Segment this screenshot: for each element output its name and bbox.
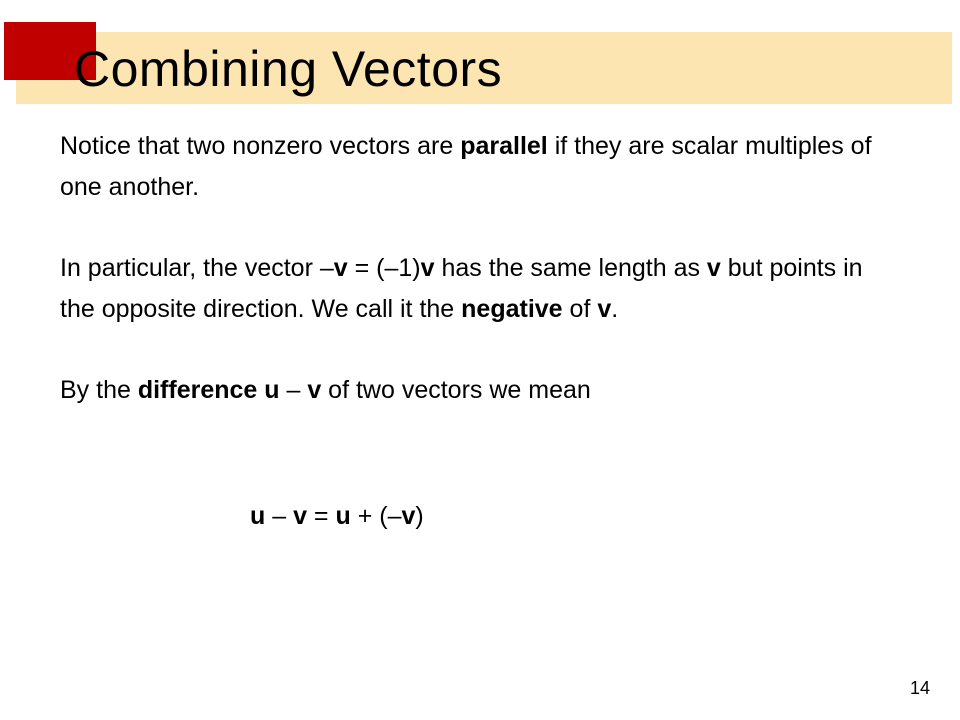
paragraph-parallel [60, 126, 900, 208]
text-run: In particular, the vector – [60, 254, 334, 282]
vector-v: v [401, 502, 416, 530]
vector-u: u [250, 502, 266, 530]
slide-body [60, 126, 900, 411]
text-run: – [279, 376, 308, 404]
page-number: 14 [909, 678, 930, 698]
vector-u: u [335, 502, 351, 530]
term-negative: negative [461, 295, 563, 323]
vector-v: v [307, 376, 322, 404]
text-run: of two vectors we mean [321, 376, 591, 404]
text-run: ) [415, 502, 424, 530]
slide-title: Combining Vectors [74, 41, 503, 97]
text-run: = [306, 502, 336, 530]
text-run: Notice that two nonzero vectors are [60, 132, 461, 160]
text-run: if they are scalar multiples of one another. [60, 132, 872, 201]
vector-v: v [420, 254, 435, 282]
text-run: . [611, 295, 619, 323]
difference-equation [250, 496, 424, 536]
text-run: + (– [350, 502, 402, 530]
vector-v: v [293, 502, 307, 530]
term-parallel: parallel [460, 132, 548, 160]
vector-v: v [333, 254, 348, 282]
text-run: – [265, 502, 294, 530]
text-run: has the same length as [434, 254, 707, 282]
paragraph-negative [60, 248, 900, 330]
text-run: of [562, 295, 598, 323]
term-difference: difference u [137, 376, 280, 404]
text-run: = (–1) [347, 254, 421, 282]
vector-v: v [706, 254, 721, 282]
vector-v: v [597, 295, 612, 323]
paragraph-difference [60, 370, 900, 411]
text-run: but points in the opposite direction. We call it the [60, 254, 863, 323]
text-run: By the [60, 376, 138, 404]
